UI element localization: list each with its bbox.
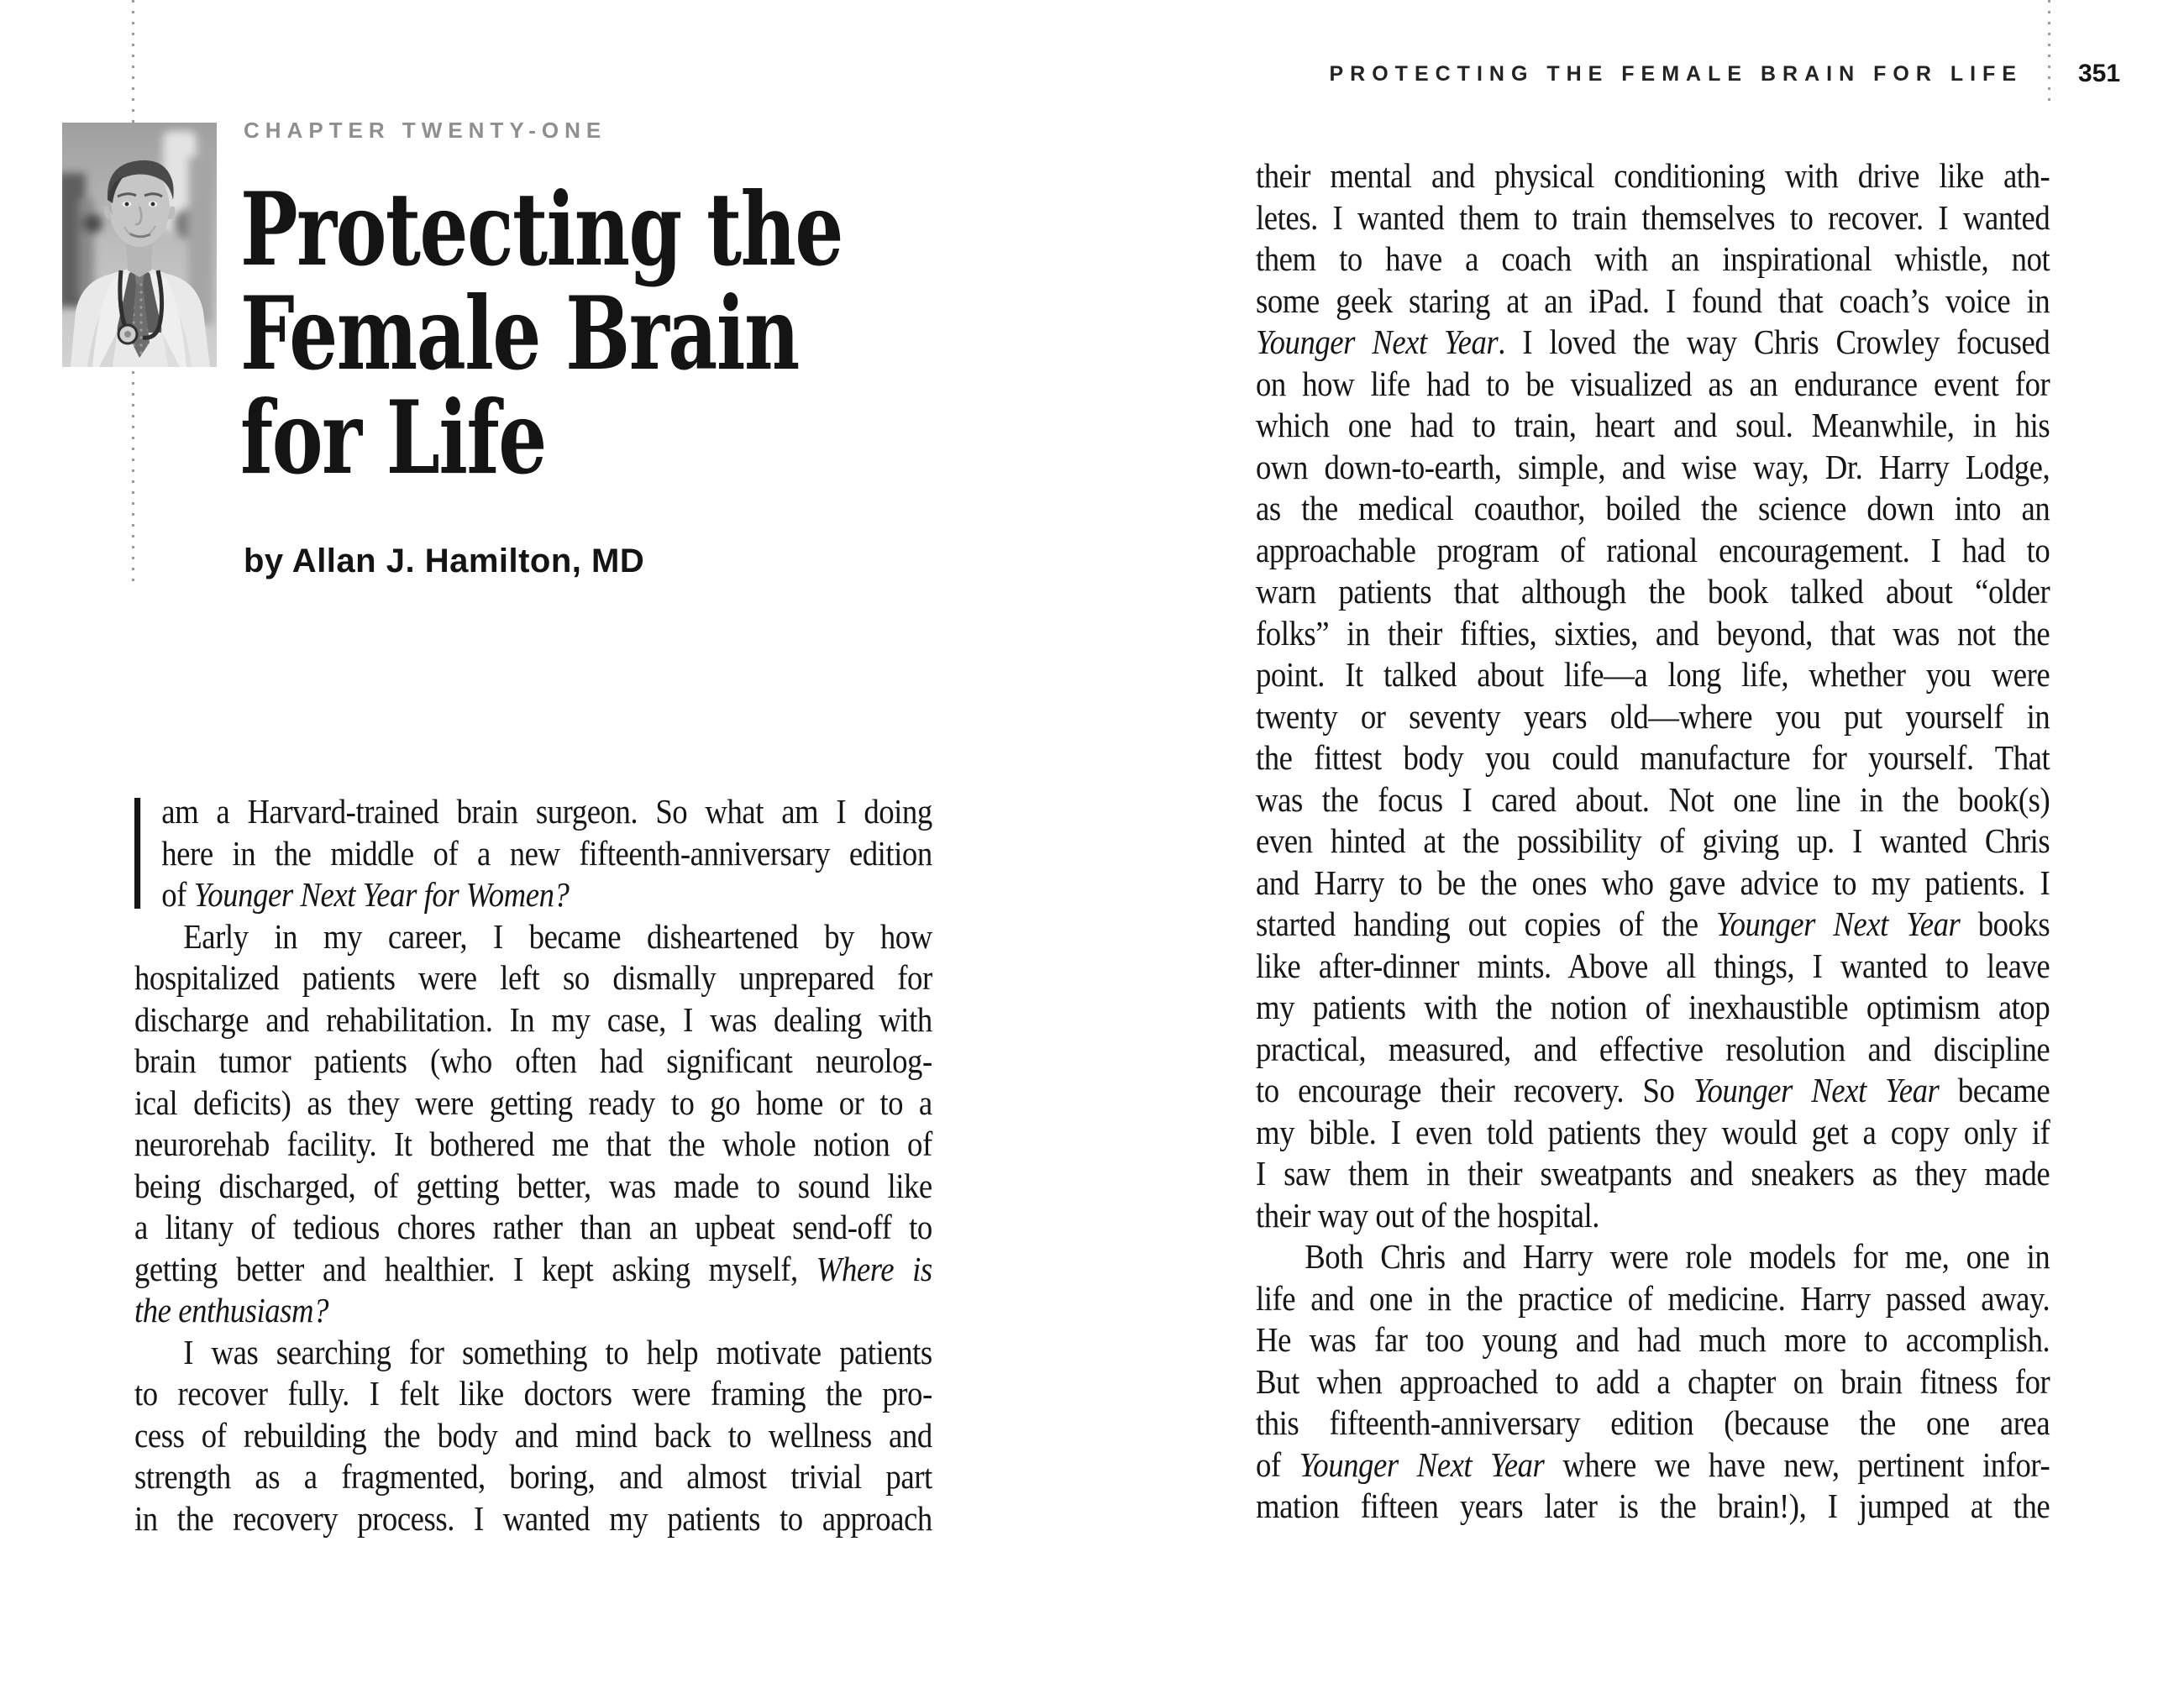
text-line: approachable program of rational encouragement. I had to (1256, 530, 2050, 569)
text-line: Younger Next Year. I loved the way Chris Crowley focused (1256, 322, 2050, 361)
text-line: started handing out copies of the Younger Next Year books (1256, 904, 2050, 943)
text-line: brain tumor patients (who often had significant neurolog- (134, 1041, 932, 1080)
text-line: this fifteenth-anniversary edition (because the one area (1256, 1403, 2050, 1442)
text-line: life and one in the practice of medicine. Harry passed away. (1256, 1278, 2050, 1318)
text-line: the fittest body you could manufacture for yourself. That (1256, 738, 2050, 777)
text-line: which one had to train, heart and soul. Meanwhile, in his (1256, 406, 2050, 444)
text-line: on how life had to be visualized as an endurance event for (1256, 364, 2050, 403)
text-line: a litany of tedious chores rather than an upbeat send-off to (134, 1208, 932, 1246)
text-line: my bible. I even told patients they would get a copy only if (1256, 1112, 2050, 1151)
chapter-title (240, 170, 843, 497)
text-line: their way out of the hospital. (1256, 1195, 1599, 1235)
text-line: their mental and physical conditioning with drive like ath- (1256, 156, 2050, 195)
text-line: to recover fully. I felt like doctors were framing the pro- (134, 1374, 932, 1413)
page-number: 351 (2078, 60, 2121, 87)
text-line: of Younger Next Year where we have new, pertinent infor- (1256, 1444, 2050, 1484)
text-line: of Younger Next Year for Women? (161, 875, 570, 914)
text-line: to encourage their recovery. So Younger Next Year became (1256, 1071, 2050, 1109)
text-line: own down-to-earth, simple, and wise way, Dr. Harry Lodge, (1256, 447, 2050, 486)
text-line: hospitalized patients were left so dismally unprepared for (134, 958, 932, 997)
running-head: PROTECTING THE FEMALE BRAIN FOR LIFE (1329, 62, 2023, 86)
chapter-title-line-2: Female Brain (240, 275, 799, 393)
text-line: them to have a coach with an inspirational whistle, not (1256, 239, 2050, 278)
paragraph (1256, 1236, 2050, 1528)
text-line: discharge and rehabilitation. In my case, I was dealing with (134, 999, 932, 1039)
text-line: my patients with the notion of inexhaustible optimism atop (1256, 988, 2050, 1026)
text-line: He was far too young and had much more to accomplish. (1256, 1320, 2050, 1359)
text-line: some geek staring at an iPad. I found that coach’s voice in (1256, 281, 2050, 320)
text-line: was the focus I cared about. Not one line in the book(s) (1256, 779, 2050, 819)
text-line: mation fifteen years later is the brain!), I jumped at the (1256, 1486, 2050, 1525)
text-line: twenty or seventy years old—where you put yourself in (1256, 696, 2050, 736)
text-line: Both Chris and Harry were role models for me, one in (1305, 1237, 2050, 1276)
text-line: Early in my career, I became disheartened by how (183, 916, 932, 956)
text-line: as the medical coauthor, boiled the science down into an (1256, 489, 2050, 527)
text-line: like after-dinner mints. Above all things, I wanted to leave (1256, 946, 2050, 985)
right-margin-dotted-rule (2048, 0, 2050, 107)
text-line: folks” in their fifties, sixties, and beyond, that was not the (1256, 613, 2050, 653)
chapter-title-line-3: for Life (240, 379, 546, 497)
text-line: am a Harvard-trained brain surgeon. So what am I doing (161, 792, 932, 831)
text-line: being discharged, of getting better, was made to sound like (134, 1166, 932, 1205)
text-line: getting better and healthier. I kept asking myself, Where is (134, 1249, 932, 1288)
text-line: point. It talked about life—a long life, whether you were (1256, 655, 2050, 694)
chapter-label: CHAPTER TWENTY-ONE (244, 118, 607, 143)
paragraph (134, 791, 932, 916)
text-line: But when approached to add a chapter on brain fitness for (1256, 1361, 2050, 1401)
text-line: the enthusiasm? (134, 1291, 329, 1329)
text-line: I was searching for something to help motivate patients (183, 1332, 932, 1371)
text-line: cess of rebuilding the body and mind back to wellness and (134, 1415, 932, 1455)
text-line: here in the middle of a new fifteenth-anniversary edition (161, 833, 932, 873)
text-line: and Harry to be the ones who gave advice to my patients. I (1256, 862, 2050, 902)
author-byline: by Allan J. Hamilton, MD (244, 543, 645, 579)
text-line: neurorehab facility. It bothered me that the whole notion of (134, 1125, 932, 1163)
text-line: practical, measured, and effective resolution and discipline (1256, 1029, 2050, 1068)
text-line: ical deficits) as they were getting ready to go home or to a (134, 1083, 932, 1122)
author-photo (62, 123, 217, 367)
text-line: strength as a fragmented, boring, and almost trivial part (134, 1457, 932, 1496)
text-line: even hinted at the possibility of giving up. I wanted Chris (1256, 821, 2050, 860)
paragraph (134, 1332, 932, 1540)
paragraph (134, 916, 932, 1332)
text-line: in the recovery process. I wanted my patients to approach (134, 1498, 932, 1538)
left-page-text-column (134, 791, 932, 1539)
text-line: warn patients that although the book talked about “older (1256, 572, 2050, 611)
chapter-title-line-1: Protecting the (240, 170, 843, 289)
text-line: letes. I wanted them to train themselves to recover. I wanted (1256, 197, 2050, 237)
paragraph (1256, 155, 2050, 1236)
drop-cap-letter (134, 798, 140, 909)
right-page-text-column (1256, 155, 2050, 1528)
text-line: I saw them in their sweatpants and sneakers as they made (1256, 1154, 2050, 1193)
